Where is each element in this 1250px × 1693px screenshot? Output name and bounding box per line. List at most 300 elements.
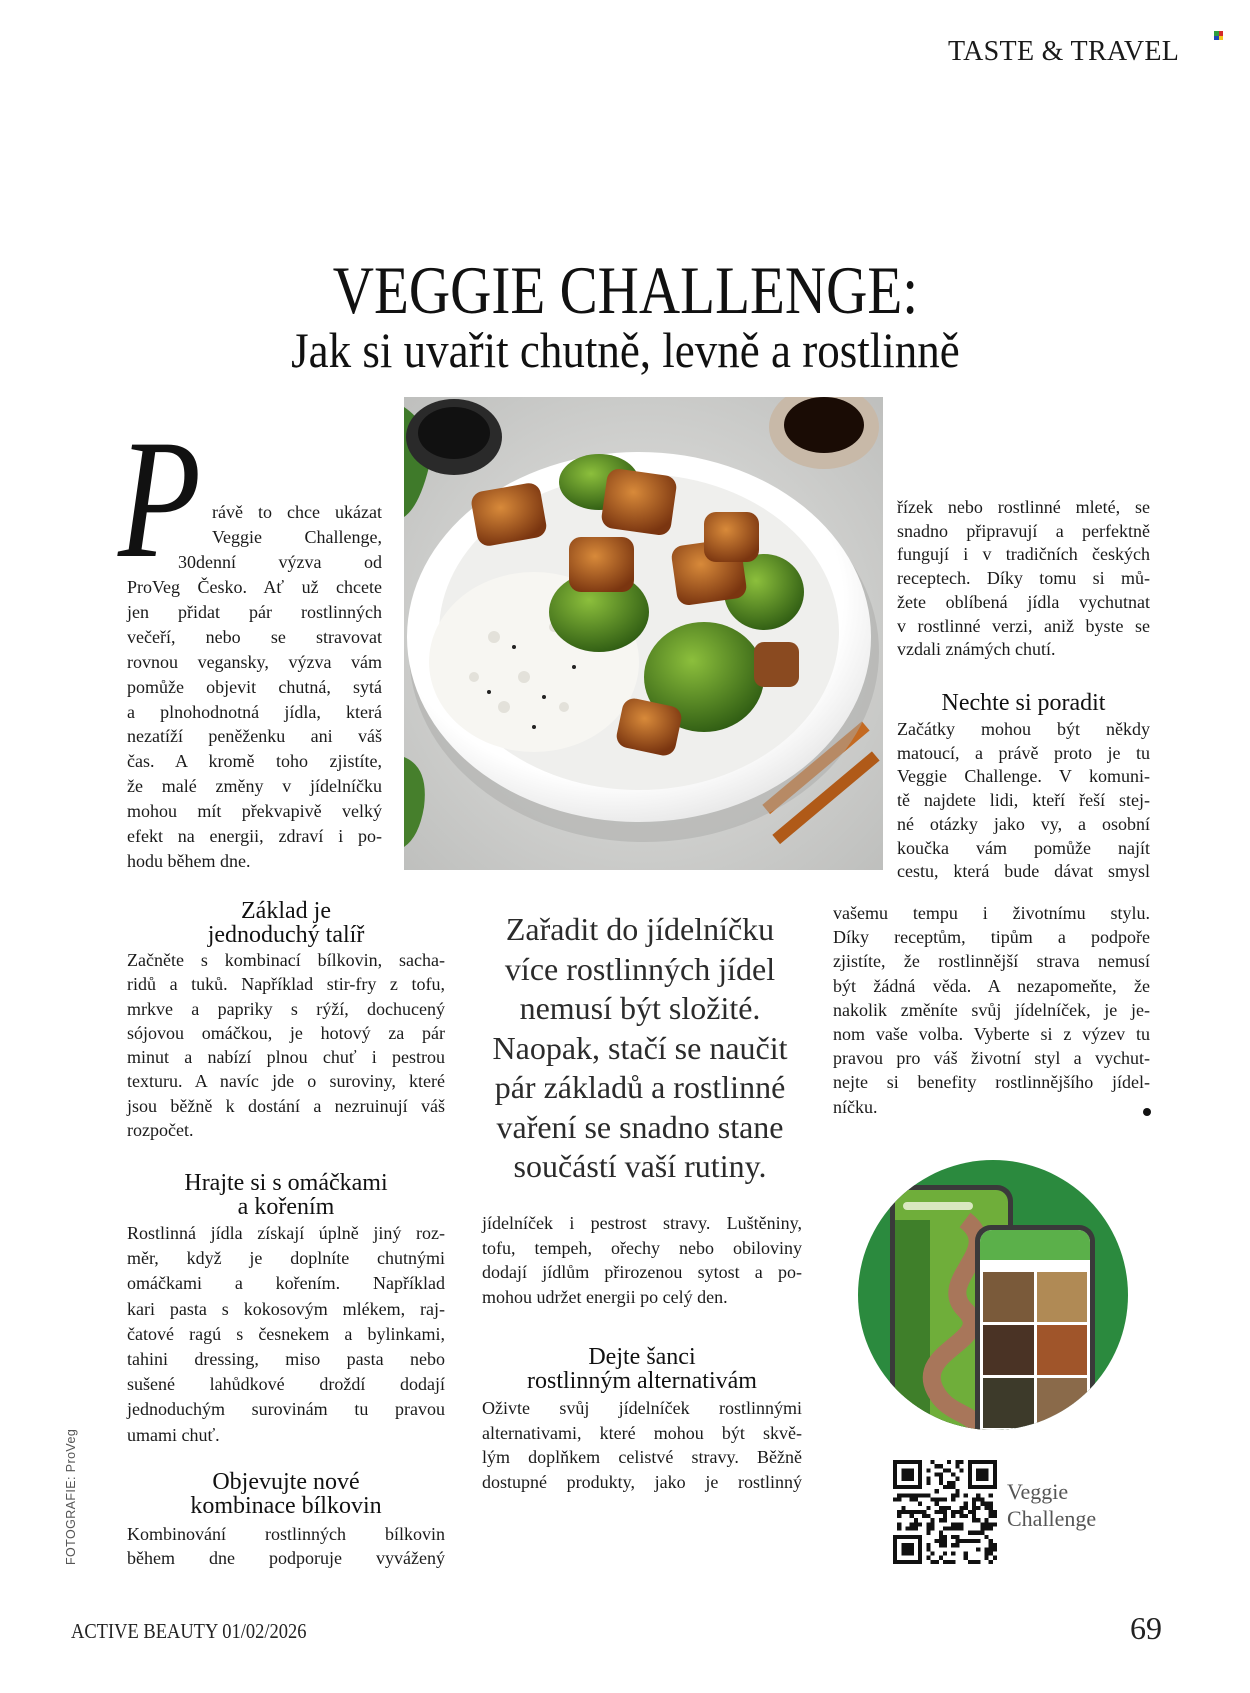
text-line: efekt na energii, zdraví i po- [127,826,382,847]
qr-module [993,1543,997,1547]
qr-module [964,1556,968,1560]
qr-module [985,1502,989,1506]
qr-module [930,1560,934,1564]
qr-module [939,1518,943,1522]
qr-module [893,1556,897,1560]
heading-line: rostlinným alternativám [527,1368,757,1394]
qr-module [951,1493,955,1497]
qr-module [993,1556,997,1560]
heading-line: více rostlinných jídel [504,950,776,987]
qr-module [993,1477,997,1481]
qr-module [893,1472,897,1476]
qr-module [897,1460,901,1464]
qr-module [951,1497,955,1501]
qr-module [976,1485,980,1489]
qr-module [910,1522,914,1526]
text-line: jsou běžně k dostání a nezruinují váš [127,1095,445,1116]
qr-module [939,1497,943,1501]
qr-module [926,1468,930,1472]
qr-module [935,1464,939,1468]
qr-module [918,1539,922,1543]
qr-module [951,1560,955,1564]
qr-module [922,1510,926,1514]
qr-module [972,1460,976,1464]
qr-module [905,1477,909,1481]
qr-module [901,1493,905,1497]
qr-module [955,1464,959,1468]
qr-module [901,1468,905,1472]
qr-module [972,1514,976,1518]
qr-module [972,1485,976,1489]
qr-module [955,1493,959,1497]
qr-code[interactable] [893,1460,997,1564]
qr-module [905,1468,909,1472]
qr-module [939,1543,943,1547]
heading-line: kombinace bílkovin [190,1493,382,1519]
qr-label-line: Challenge [1007,1506,1097,1531]
qr-module [968,1485,972,1489]
qr-module [914,1527,918,1531]
text-line: matoucí, a právě proto je tu [897,742,1150,763]
qr-module [918,1472,922,1476]
article-subtitle [0,322,1250,378]
qr-module [960,1527,964,1531]
qr-module [960,1460,964,1464]
text-line: Oživte svůj jídelníček rostlinnými [482,1398,802,1418]
qr-module [947,1481,951,1485]
qr-module [951,1543,955,1547]
section-heading-zaklad [127,899,445,947]
qr-module [993,1460,997,1464]
text-line: být žádná věda. A nezapomeňte, že [833,975,1150,996]
qr-module [968,1560,972,1564]
qr-module [947,1460,951,1464]
qr-module [918,1493,922,1497]
qr-module [905,1535,909,1539]
qr-module [993,1464,997,1468]
section-heading-bilkoviny [127,1470,445,1518]
qr-module [918,1510,922,1514]
qr-module [960,1468,964,1472]
qr-module [943,1518,947,1522]
qr-module [910,1468,914,1472]
qr-module [980,1472,984,1476]
qr-module [989,1552,993,1556]
intro-paragraph [127,575,382,874]
text-line: řízek nebo rostlinné mleté, se [897,497,1150,517]
qr-label-line: Veggie [1007,1479,1069,1504]
qr-module [985,1522,989,1526]
qr-module [910,1527,914,1531]
qr-module [910,1497,914,1501]
qr-module [976,1468,980,1472]
qr-module [985,1477,989,1481]
heading-line: Hrajte si s omáčkami [184,1170,388,1196]
text-line: texturu. A navíc jde o suroviny, které [127,1071,445,1092]
qr-module [976,1539,980,1543]
qr-module [897,1514,901,1518]
qr-module [951,1552,955,1556]
text-line: Kombinování rostlinných bílkovin [127,1524,445,1544]
qr-module [901,1510,905,1514]
qr-module [964,1514,968,1518]
qr-module [926,1481,930,1485]
qr-module [893,1481,897,1485]
qr-module [935,1560,939,1564]
text-line: tahini dressing, miso pasta nebo [127,1349,445,1370]
qr-module [989,1460,993,1464]
qr-module [893,1497,897,1501]
text-line: Díky receptům, tipům a podpoře [833,927,1150,948]
qr-module [947,1468,951,1472]
qr-module [955,1539,959,1543]
qr-module [960,1506,964,1510]
qr-module [976,1560,980,1564]
qr-module [968,1481,972,1485]
qr-module [935,1502,939,1506]
text-line: umami chuť. [127,1424,220,1445]
qr-module [976,1460,980,1464]
qr-module [905,1472,909,1476]
qr-module [901,1547,905,1551]
qr-module [968,1460,972,1464]
qr-module [985,1472,989,1476]
qr-module [897,1560,901,1564]
qr-module [893,1560,897,1564]
page-number: 69 [1130,1610,1162,1646]
qr-module [985,1535,989,1539]
qr-module [918,1535,922,1539]
qr-module [893,1552,897,1556]
qr-module [951,1522,955,1526]
photo-credit: FOTOGRAFIE: ProVeg [64,1428,78,1565]
heading-line: Dejte šanci [588,1344,696,1370]
qr-module [955,1460,959,1464]
qr-module [976,1531,980,1535]
heading-line: pár základů a rostlinné [494,1069,786,1105]
text-line: pravou pro váš životní styl a vychut- [833,1048,1150,1069]
qr-module [893,1547,897,1551]
section-body-poradit-wide [833,901,1150,1119]
qr-module [897,1510,901,1514]
pull-quote [470,910,810,1187]
text-line: jen přidat pár rostlinných [127,601,382,622]
qr-module [943,1535,947,1539]
qr-module [901,1560,905,1564]
qr-module [930,1518,934,1522]
qr-module [918,1543,922,1547]
text-line: lým doplňkem celistvé stravy. Běžně [482,1447,802,1468]
qr-module [918,1468,922,1472]
qr-module [947,1527,951,1531]
qr-module [914,1497,918,1501]
qr-module [905,1510,909,1514]
qr-module [922,1514,926,1518]
qr-module [918,1485,922,1489]
qr-module [914,1460,918,1464]
text-line: omáčkami a kořením. Například [127,1273,445,1294]
qr-module [939,1472,943,1476]
text-line: cestu, která bude dávat smysl [897,861,1150,882]
heading-line: vaření se snadno stane [496,1108,784,1145]
qr-module [968,1477,972,1481]
qr-module [926,1527,930,1531]
qr-module [910,1460,914,1464]
qr-module [955,1527,959,1531]
qr-module [976,1477,980,1481]
intro-indented-lines [178,500,382,575]
qr-module [968,1472,972,1476]
text-line: fungují i v tradičních českých [897,544,1150,565]
qr-module [960,1539,964,1543]
qr-module [972,1518,976,1522]
qr-module [968,1464,972,1468]
heading-line: Objevujte nové [212,1469,360,1495]
qr-module [943,1468,947,1472]
qr-module [893,1468,897,1472]
qr-module [905,1460,909,1464]
heading-line: Naopak, stačí se naučit [492,1029,788,1066]
qr-module [901,1506,905,1510]
qr-module [926,1493,930,1497]
text-line: žete oblíbená jídla vychutnat [897,591,1150,612]
qr-module [951,1510,955,1514]
qr-module [930,1497,934,1501]
qr-module [980,1531,984,1535]
text-line: jednoduchým surovinám tu pravou [127,1399,445,1420]
text-line: níčku. [833,1096,878,1117]
qr-module [926,1531,930,1535]
qr-module [943,1485,947,1489]
qr-module [985,1552,989,1556]
qr-module [989,1522,993,1526]
qr-module [935,1489,939,1493]
text-line: nom vaše volba. Vyberte si z výzev tu [833,1024,1150,1045]
qr-module [935,1539,939,1543]
qr-module [976,1493,980,1497]
qr-module [910,1547,914,1551]
qr-module [910,1552,914,1556]
qr-module [972,1560,976,1564]
qr-module [930,1460,934,1464]
qr-module [914,1535,918,1539]
qr-module [972,1502,976,1506]
text-line: ridů a tuků. Například stir-fry z tofu, [127,974,445,995]
qr-module [893,1460,897,1464]
text-line: sušené lahůdkové droždí dodají [127,1374,445,1395]
qr-module [943,1552,947,1556]
text-line: měr, když je doplníte chutnými [127,1248,445,1269]
qr-module [989,1493,993,1497]
qr-module [964,1539,968,1543]
qr-module [914,1522,918,1526]
qr-module [905,1485,909,1489]
qr-module [989,1543,993,1547]
text-line: nezatíží peněženku ani váš [127,726,382,747]
text-line: večeří, nebo se stravovat [127,626,382,647]
text-line: né otázky jako vy, a osobní [897,813,1150,834]
qr-module [926,1477,930,1481]
qr-module [964,1493,968,1497]
qr-module [993,1514,997,1518]
qr-module [951,1481,955,1485]
qr-module [901,1460,905,1464]
qr-module [897,1535,901,1539]
text-line: dodají jídlům přirozenou sytost a po- [482,1262,802,1283]
end-bullet-icon [1143,1108,1151,1116]
qr-module [918,1481,922,1485]
qr-module [968,1468,972,1472]
section-body-zaklad [127,948,445,1142]
qr-module [985,1556,989,1560]
qr-module [989,1547,993,1551]
text-line: v rostlinné verzi, aniž byste se [897,615,1150,636]
qr-module [980,1497,984,1501]
qr-module [926,1522,930,1526]
section-body-poradit-narrow [897,718,1150,884]
text-line: Veggie Challenge. V komuni- [897,766,1150,787]
qr-module [905,1552,909,1556]
qr-module [901,1543,905,1547]
section-heading-omacky [127,1171,445,1219]
text-line: a plnohodnotná jídla, která [127,701,382,722]
text-line: receptech. Díky tomu si mů- [897,568,1150,589]
qr-module [939,1477,943,1481]
qr-module [968,1531,972,1535]
qr-module [901,1477,905,1481]
qr-module [926,1543,930,1547]
qr-module [980,1468,984,1472]
qr-module [960,1514,964,1518]
qr-module [943,1514,947,1518]
qr-module [972,1539,976,1543]
qr-module [918,1477,922,1481]
qr-module [985,1518,989,1522]
qr-module [989,1527,993,1531]
qr-module [993,1547,997,1551]
text-line: pomůže objevit chutná, sytá [127,676,382,697]
qr-module [914,1485,918,1489]
qr-module [905,1527,909,1531]
qr-module [939,1539,943,1543]
article-subtitle-text: Jak si uvařit chutně, levně a rostlinně [290,322,960,378]
qr-module [918,1556,922,1560]
qr-module [985,1460,989,1464]
qr-module [926,1506,930,1510]
qr-module [993,1522,997,1526]
text-line: tofu, tempeh, ořechy nebo obiloviny [482,1237,802,1258]
qr-module [893,1485,897,1489]
qr-module [976,1506,980,1510]
qr-module [914,1560,918,1564]
qr-module [964,1506,968,1510]
qr-module [964,1552,968,1556]
qr-module [976,1472,980,1476]
text-line: Rostlinná jídla získají úplně jiný roz- [127,1223,445,1243]
qr-module [943,1527,947,1531]
qr-module [914,1510,918,1514]
qr-module [897,1497,901,1501]
qr-module [939,1556,943,1560]
qr-module [980,1485,984,1489]
qr-module [976,1547,980,1551]
qr-module [989,1539,993,1543]
text-line: hodu během dne. [127,850,251,871]
qr-module [893,1539,897,1543]
text-line: jídelníček i pestrost stravy. Luštěniny, [482,1213,802,1233]
qr-module [972,1497,976,1501]
qr-module [901,1485,905,1489]
article-title-text: VEGGIE CHALLENGE: [332,252,918,328]
qr-module [893,1464,897,1468]
qr-module [993,1472,997,1476]
qr-module [993,1510,997,1514]
qr-module [910,1493,914,1497]
qr-module [943,1543,947,1547]
qr-module [980,1522,984,1526]
qr-module [968,1510,972,1514]
text-line: minut a nabízí plnou chuť i pestrou [127,1047,445,1068]
qr-module [976,1497,980,1501]
qr-module [960,1522,964,1526]
qr-module [939,1464,943,1468]
qr-module [939,1535,943,1539]
qr-label [1007,1478,1096,1532]
qr-module [910,1477,914,1481]
qr-module [910,1560,914,1564]
text-line: mohou mít překvapivě velký [127,801,382,822]
qr-module [905,1560,909,1564]
qr-module [964,1502,968,1506]
qr-module [947,1506,951,1510]
qr-module [914,1518,918,1522]
qr-module [960,1510,964,1514]
text-line: rozpočet. [127,1120,194,1141]
qr-module [910,1543,914,1547]
qr-module [918,1522,922,1526]
qr-module [993,1481,997,1485]
qr-module [976,1518,980,1522]
qr-module [947,1485,951,1489]
qr-module [893,1535,897,1539]
heading-line: jednoduchý talíř [207,922,365,948]
qr-module [918,1560,922,1564]
text-line: čas. A kromě toho zjistíte, [127,751,382,772]
qr-module [985,1485,989,1489]
qr-module [914,1493,918,1497]
qr-module [893,1543,897,1547]
qr-module [955,1535,959,1539]
qr-module [939,1510,943,1514]
qr-module [918,1552,922,1556]
qr-module [951,1514,955,1518]
qr-module [989,1514,993,1518]
qr-module [922,1493,926,1497]
qr-module [926,1514,930,1518]
qr-module [993,1468,997,1472]
qr-module [935,1510,939,1514]
qr-module [980,1502,984,1506]
qr-module [939,1531,943,1535]
qr-module [918,1460,922,1464]
qr-module [905,1543,909,1547]
app-promo-image [858,1160,1128,1430]
section-body-alternativy [482,1396,802,1494]
qr-module [972,1506,976,1510]
qr-module [989,1510,993,1514]
text-line: Začněte s kombinací bílkovin, sacha- [127,950,445,970]
text-line: dostupné produkty, jako je rostlinný [482,1471,802,1492]
